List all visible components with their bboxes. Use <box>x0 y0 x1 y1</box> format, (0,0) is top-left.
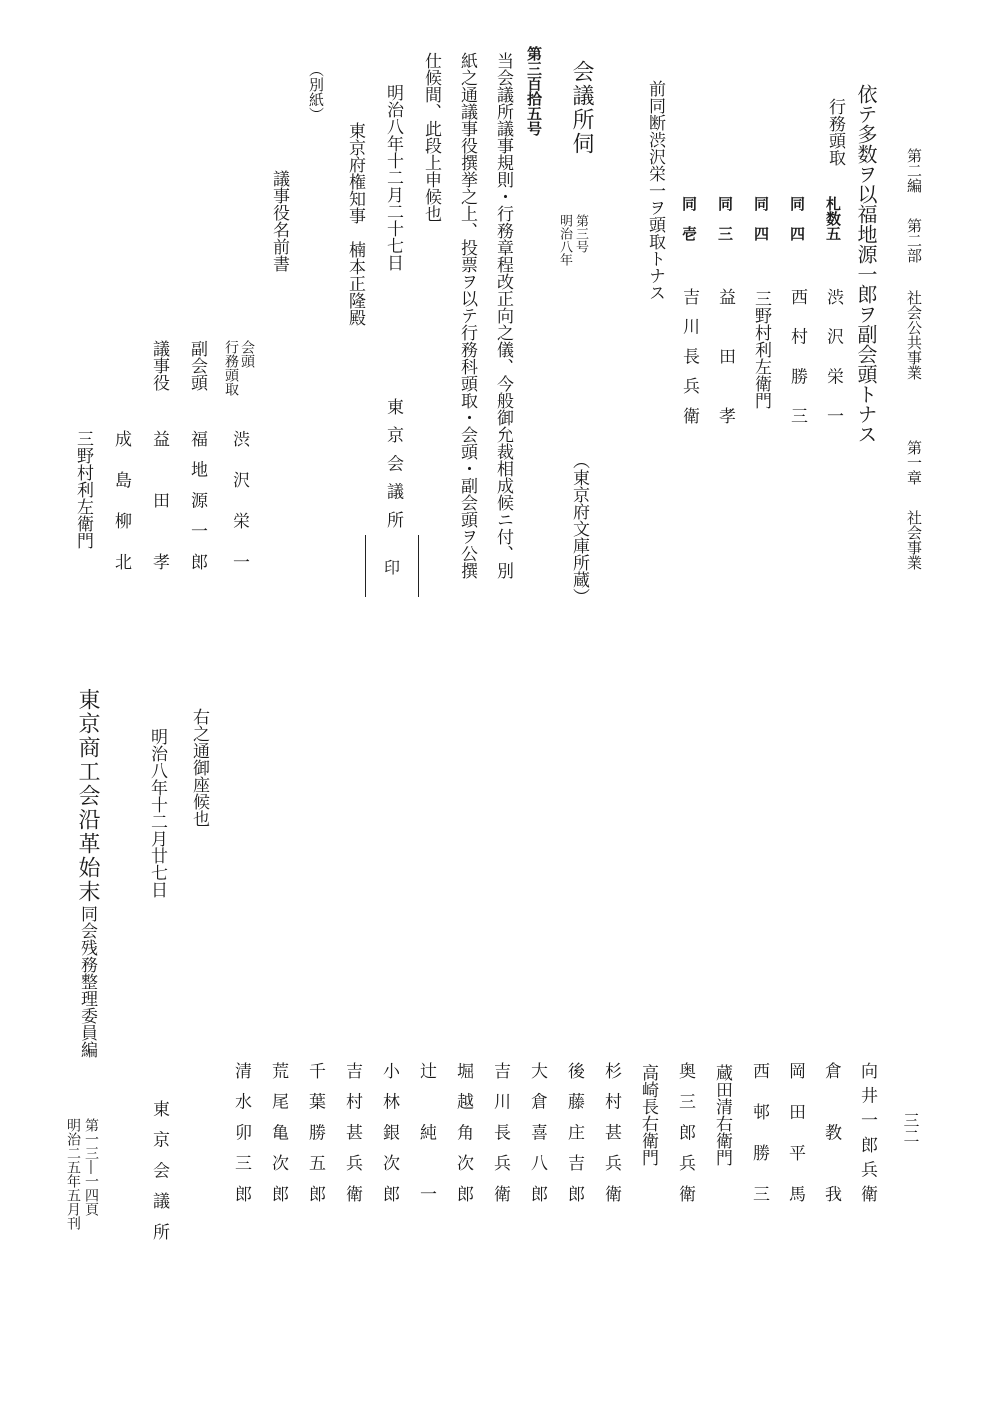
member-name-5: 蔵田清右衛門 <box>712 1064 732 1166</box>
inquiry-sender: 東京会議所 <box>383 398 403 528</box>
vote-label-5: 同 壱 <box>680 196 698 241</box>
seal-stamp <box>365 535 419 597</box>
inquiry-addressee: 東京府権知事 楠本正隆殿 <box>345 122 365 326</box>
inquiry-body-line-1: 当会議所議事規則・行務章程改正向之儀、今般御允裁相成候ニ付、別 <box>493 52 513 579</box>
name-giji-2: 成島柳北 <box>111 430 131 570</box>
vote-label-1: 札数五 <box>824 196 842 241</box>
election-line: 依テ多数ヲ以福地源一郎ヲ副会頭トナス <box>854 84 878 444</box>
member-name-15: 吉村甚兵衛 <box>342 1062 362 1202</box>
name-kaito: 渋沢栄一 <box>229 430 249 570</box>
source-published: 明治二五年五月刊 <box>65 1118 81 1230</box>
member-name-17: 荒尾亀次郎 <box>268 1062 288 1202</box>
inquiry-date: 明治八年十二月二十七日 <box>383 84 403 271</box>
role-kaito-1: 会頭 <box>239 340 255 368</box>
member-name-13: 辻純一 <box>416 1062 436 1202</box>
member-name-14: 小林銀次郎 <box>379 1062 399 1202</box>
member-name-16: 千葉勝五郎 <box>305 1062 325 1202</box>
running-header-chapter-title: 社会事業 <box>905 510 923 570</box>
member-name-7: 高崎長右衛門 <box>638 1064 658 1166</box>
member-name-1: 向井一郎兵衛 <box>857 1062 877 1202</box>
vote-name-2: 西村勝三 <box>787 288 807 424</box>
page-number: 三二 <box>901 1112 920 1144</box>
inquiry-number-note-1: 第三号 <box>573 214 588 253</box>
running-header-chapter: 第一章 <box>905 440 923 485</box>
source-pages: 第一三―一四頁 <box>83 1118 99 1216</box>
election-line-after: 前同断渋沢栄一ヲ頭取トナス <box>645 80 665 301</box>
inquiry-source-note: （東京府文庫所蔵） <box>569 452 589 605</box>
inquiry-title: 会議所伺 <box>569 60 594 156</box>
role-giji: 議事役 <box>149 340 169 391</box>
vote-label-4: 同 三 <box>716 196 734 241</box>
member-name-9: 後藤庄吉郎 <box>564 1062 584 1202</box>
role-kaito-2: 行務頭取 <box>223 340 239 396</box>
closing-sender: 東京会議所 <box>149 1100 169 1240</box>
inquiry-number-note-2: 明治八年 <box>557 214 572 266</box>
role-fuku: 副会頭 <box>187 340 207 391</box>
member-name-10: 大倉喜八郎 <box>527 1062 547 1202</box>
member-name-18: 清水卯三郎 <box>231 1062 251 1202</box>
inquiry-body-line-3: 仕候間、此段上申候也 <box>421 52 441 222</box>
election-title-role: 行務頭取 <box>825 98 845 166</box>
source-editor: 同会残務整理委員編 <box>77 905 97 1058</box>
seal-character: 印 <box>383 557 400 577</box>
name-giji-1: 益田孝 <box>149 430 169 570</box>
closing-line: 右之通御座候也 <box>189 708 209 827</box>
running-header-bu: 第二部 <box>905 218 923 263</box>
member-name-8: 杉村甚兵衛 <box>601 1062 621 1202</box>
vote-name-4: 益田孝 <box>715 288 735 424</box>
name-fuku: 福地源一郎 <box>187 430 207 570</box>
inquiry-body-line-2: 紙之通議事役撰挙之上、投票ヲ以テ行務科頭取・会頭・副会頭ヲ公撰 <box>457 52 477 579</box>
member-name-6: 奥三郎兵衛 <box>675 1062 695 1202</box>
running-header-hen: 第二編 <box>905 148 923 193</box>
vote-label-2: 同 四 <box>788 196 806 241</box>
vote-label-3: 同 四 <box>752 196 770 241</box>
source-title: 東京商工会沿革始末 <box>75 688 100 904</box>
vote-name-1: 渋沢栄一 <box>823 288 843 424</box>
member-name-2: 倉教我 <box>821 1062 841 1202</box>
member-name-4: 西邨勝三 <box>749 1062 769 1202</box>
attachment-title: 議事役名前書 <box>269 170 289 272</box>
member-name-11: 吉川長兵衛 <box>490 1062 510 1202</box>
attachment-label: （別紙） <box>307 62 325 122</box>
member-name-12: 堀越角次郎 <box>453 1062 473 1202</box>
vote-name-5: 吉川長兵衛 <box>679 288 699 424</box>
name-giji-3: 三野村利左衛門 <box>73 430 93 549</box>
member-name-3: 岡田平馬 <box>785 1062 805 1202</box>
inquiry-doc-number: 第三百拾五号 <box>525 46 543 136</box>
vote-name-3: 三野村利左衛門 <box>751 290 771 409</box>
closing-date: 明治八年十二月廿七日 <box>147 728 167 898</box>
running-header-section: 社会公共事業 <box>905 290 923 380</box>
